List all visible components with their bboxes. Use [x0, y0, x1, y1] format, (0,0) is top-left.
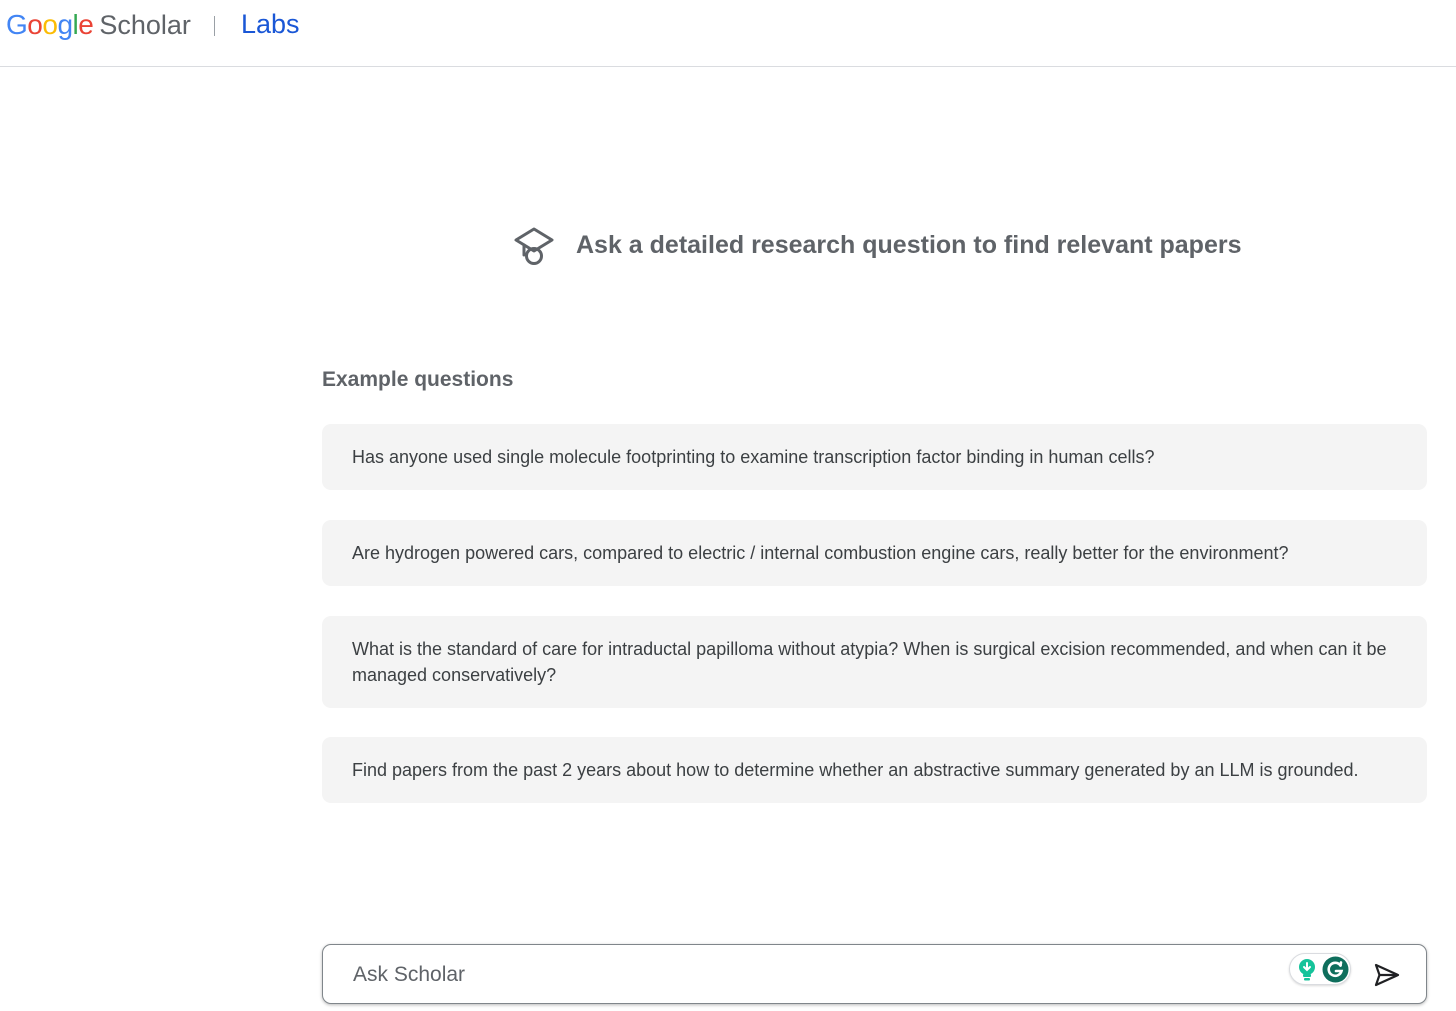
example-question-card[interactable]: [322, 616, 1427, 708]
send-icon[interactable]: [1373, 961, 1401, 989]
logo-letter: l: [72, 9, 79, 40]
hero-title: Ask a detailed research question to find relevant papers: [576, 230, 1242, 259]
logo-letter: o: [42, 9, 58, 40]
logo-letter: g: [57, 9, 73, 40]
grammarly-icon[interactable]: [1322, 956, 1349, 983]
example-question-text: What is the standard of care for intraductal papilloma without atypia? When is surgical excision recommended, and when can it be managed conservatively?: [352, 639, 1387, 685]
logo-letter: o: [27, 9, 43, 40]
header-divider: [214, 16, 215, 36]
ask-scholar-box: [322, 944, 1427, 1004]
graduation-cap-icon: [512, 223, 556, 267]
lightbulb-icon[interactable]: [1295, 957, 1319, 983]
example-question-card[interactable]: [322, 424, 1427, 490]
example-question-card[interactable]: [322, 520, 1427, 586]
example-question-text: Has anyone used single molecule footprinting to examine transcription factor binding in human cells?: [352, 447, 1155, 467]
scholar-wordmark: Scholar: [99, 10, 191, 40]
example-question-card[interactable]: [322, 737, 1427, 803]
logo-letter: G: [6, 9, 28, 40]
grammarly-extension-widget[interactable]: [1289, 953, 1351, 985]
google-scholar-logo[interactable]: [6, 9, 191, 43]
top-bar: [0, 0, 1456, 67]
example-question-text: Find papers from the past 2 years about how to determine whether an abstractive summary generated by an LLM is grounded.: [352, 760, 1359, 780]
google-wordmark: [6, 9, 93, 41]
labs-link[interactable]: Labs: [241, 9, 300, 39]
logo-letter: e: [78, 9, 94, 40]
ask-scholar-input[interactable]: [353, 955, 1273, 995]
example-question-text: Are hydrogen powered cars, compared to electric / internal combustion engine cars, really better for the environment?: [352, 543, 1289, 563]
hero: [512, 222, 1242, 268]
example-questions-heading: Example questions: [322, 368, 514, 391]
